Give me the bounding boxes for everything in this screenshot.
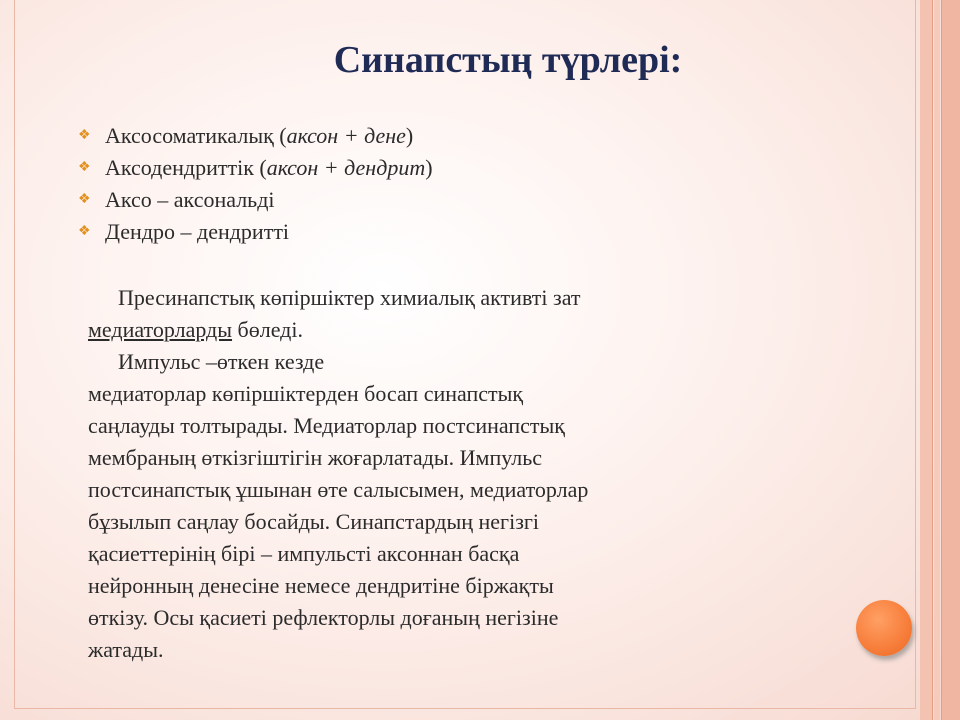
paragraph-line: саңлауды толтырады. Медиаторлар постсинапстық bbox=[88, 413, 565, 438]
paragraph-line bbox=[88, 314, 788, 346]
paragraph-line: бұзылып саңлау босайды. Синапстардың негізгі bbox=[88, 509, 540, 534]
right-decor-band bbox=[934, 0, 940, 720]
paragraph-line-rest: бөледі. bbox=[232, 317, 303, 342]
right-decor-line bbox=[941, 0, 942, 720]
list-item-main: Дендро – дендритті bbox=[105, 219, 290, 244]
list-item-italic: аксон + дендрит bbox=[266, 155, 426, 180]
list-item bbox=[78, 120, 433, 152]
diamond-bullet-icon: ❖ bbox=[78, 192, 91, 207]
paragraph-line: медиаторлар көпіршіктерден босап синапстық bbox=[88, 381, 524, 406]
list-item-text bbox=[105, 184, 275, 216]
paragraph-line: өткізу. Осы қасиеті рефлекторлы доғаның негізіне bbox=[88, 605, 559, 630]
underlined-term: медиаторларды bbox=[88, 317, 233, 342]
list-item-main: Аксодендриттік ( bbox=[105, 155, 267, 180]
paragraph-line: Импульс –өткен кезде bbox=[118, 349, 325, 374]
diamond-bullet-icon: ❖ bbox=[78, 224, 91, 239]
list-item-main: Аксосоматикалық ( bbox=[105, 123, 287, 148]
diamond-bullet-icon: ❖ bbox=[78, 160, 91, 175]
list-item-text bbox=[105, 216, 289, 248]
body-paragraph bbox=[88, 282, 788, 666]
paragraph-line: мембраның өткізгіштігін жоғарлатады. Импульс bbox=[88, 445, 543, 470]
paragraph-line: Пресинапстық көпіршіктер химиалық активті зат bbox=[118, 285, 581, 310]
synapse-types-list bbox=[78, 120, 433, 248]
list-item-end: ) bbox=[425, 155, 433, 180]
diamond-bullet-icon: ❖ bbox=[78, 128, 91, 143]
slide-title: Синапстың түрлері: bbox=[333, 39, 683, 81]
list-item bbox=[78, 152, 433, 184]
list-item-italic: аксон + дене bbox=[286, 123, 406, 148]
paragraph-line: қасиеттерінің бірі – импульсті аксоннан басқа bbox=[88, 541, 520, 566]
list-item-main: Аксо – аксональді bbox=[105, 187, 275, 212]
list-item bbox=[78, 184, 433, 216]
orange-circle-decoration bbox=[856, 600, 912, 656]
right-decor-band bbox=[942, 0, 960, 720]
list-item-text bbox=[105, 152, 433, 184]
list-item-text bbox=[105, 120, 413, 152]
paragraph-line: жатады. bbox=[88, 637, 164, 662]
paragraph-line: постсинапстық ұшынан өте салысымен, медиаторлар bbox=[88, 477, 589, 502]
right-decor-band bbox=[920, 0, 932, 720]
list-item bbox=[78, 216, 433, 248]
list-item-end: ) bbox=[405, 123, 414, 148]
right-decor-line bbox=[932, 0, 933, 720]
paragraph-line: нейронның денесіне немесе дендритіне біржақты bbox=[88, 573, 554, 598]
